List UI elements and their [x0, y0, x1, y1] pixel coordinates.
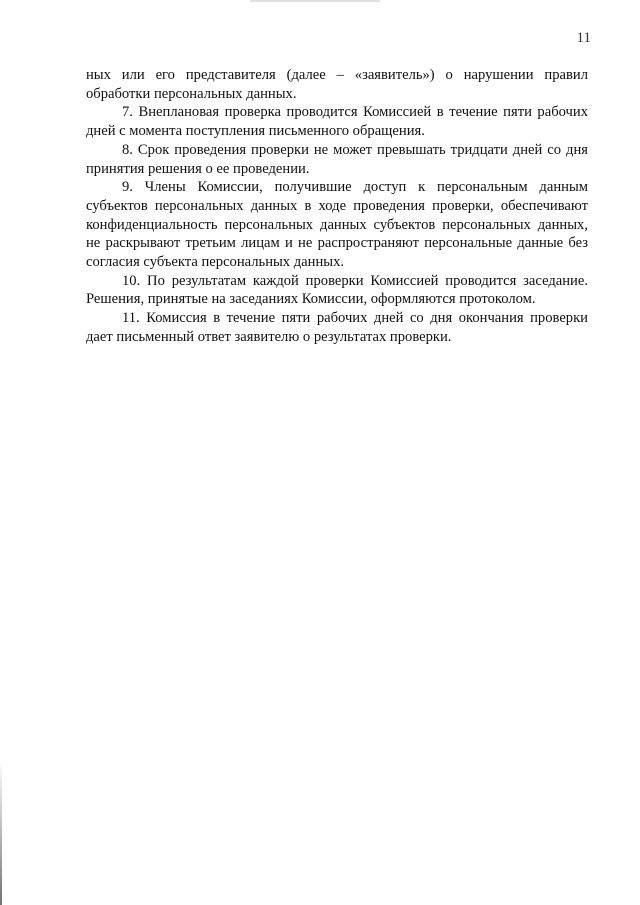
paragraph-10: 10. По результатам каждой проверки Комиссией проводится заседание. Решения, принятые на заседаниях Комиссии, оформляются протоколом. — [86, 272, 588, 308]
page-number: 11 — [576, 30, 591, 46]
paragraph-11: 11. Комиссия в течение пяти рабочих дней со дня окончания проверки дает письменный ответ заявителю о результатах проверки. — [86, 310, 588, 345]
scan-artifact-top — [250, 0, 380, 2]
paragraph-7: 7. Внеплановая проверка проводится Комиссией в течение пяти рабочих дней с момента поступления письменного обращения. — [86, 104, 588, 140]
scan-artifact-left-edge — [0, 760, 2, 905]
paragraph-8: 8. Срок проведения проверки не может превышать тридцати дней со дня принятия решения о ее проведении. — [86, 141, 588, 177]
paragraph-9: 9. Члены Комиссии, получившие доступ к персональным данным субъектов персональных данных в ходе проведения проверки, обеспечивают конфиденциальность персональных данных субъектов персональных данных, не раскрывают третьим лицам и не распространяют персональные данные без согласия субъекта персональных данных. — [86, 179, 588, 271]
document-body — [86, 66, 588, 347]
paragraph-continuation: ных или его представителя (далее – «заявитель») о нарушении правил обработки персональных данных. — [86, 67, 588, 102]
